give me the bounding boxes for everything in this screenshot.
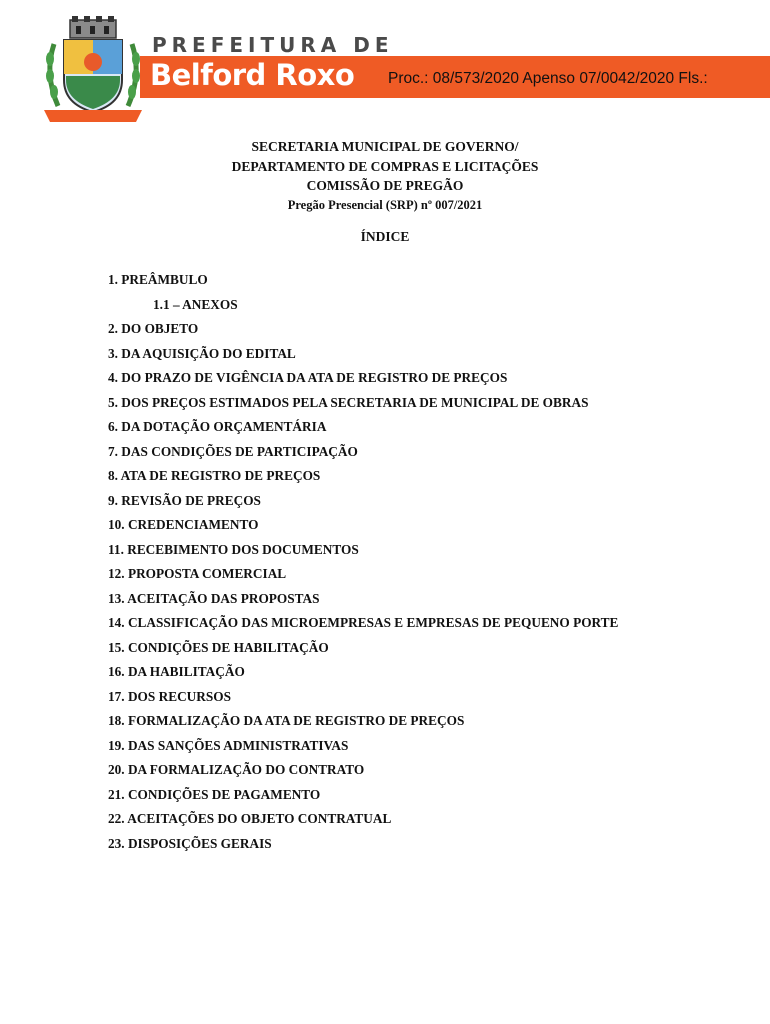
table-of-contents bbox=[108, 271, 618, 859]
toc-item: 12. PROPOSTA COMERCIAL bbox=[108, 566, 287, 581]
index-heading: ÍNDICE bbox=[360, 229, 410, 244]
toc-item: 16. DA HABILITAÇÃO bbox=[108, 664, 245, 679]
toc-item: 18. FORMALIZAÇÃO DA ATA DE REGISTRO DE PREÇOS bbox=[108, 713, 465, 728]
process-number: Proc.: 08/573/2020 Apenso 07/0042/2020 Fls.: bbox=[388, 70, 708, 87]
prefeitura-label: PREFEITURA DE bbox=[152, 33, 394, 57]
toc-item: 3. DA AQUISIÇÃO DO EDITAL bbox=[108, 345, 296, 361]
toc-item: 7. DAS CONDIÇÕES DE PARTICIPAÇÃO bbox=[108, 443, 358, 459]
toc-item: 1. PREÂMBULO bbox=[108, 272, 208, 287]
toc-item: 23. DISPOSIÇÕES GERAIS bbox=[108, 835, 272, 851]
title-line-pregao: Pregão Presencial (SRP) nº 007/2021 bbox=[287, 197, 483, 212]
document-title-block bbox=[0, 137, 770, 215]
toc-item: 10. CREDENCIAMENTO bbox=[108, 517, 259, 532]
coat-of-arms-icon bbox=[40, 14, 146, 126]
title-line-comissao: COMISSÃO DE PREGÃO bbox=[306, 178, 464, 193]
toc-item: 5. DOS PREÇOS ESTIMADOS PELA SECRETARIA DE MUNICIPAL DE OBRAS bbox=[108, 394, 589, 410]
toc-item: 14. CLASSIFICAÇÃO DAS MICROEMPRESAS E EMPRESAS DE PEQUENO PORTE bbox=[108, 615, 619, 630]
toc-item: 2. DO OBJETO bbox=[108, 321, 199, 336]
toc-item: 6. DA DOTAÇÃO ORÇAMENTÁRIA bbox=[108, 419, 327, 434]
toc-item: 22. ACEITAÇÕES DO OBJETO CONTRATUAL bbox=[108, 811, 392, 826]
toc-item: 13. ACEITAÇÃO DAS PROPOSTAS bbox=[108, 590, 320, 606]
toc-subitem: 1.1 – ANEXOS bbox=[153, 296, 238, 312]
title-line-departamento: DEPARTAMENTO DE COMPRAS E LICITAÇÕES bbox=[231, 158, 539, 174]
toc-item: 11. RECEBIMENTO DOS DOCUMENTOS bbox=[108, 541, 359, 557]
toc-item: 4. DO PRAZO DE VIGÊNCIA DA ATA DE REGISTRO DE PREÇOS bbox=[108, 370, 508, 385]
toc-item: 17. DOS RECURSOS bbox=[108, 688, 232, 704]
city-name: Belford Roxo bbox=[150, 58, 355, 92]
toc-item: 19. DAS SANÇÕES ADMINISTRATIVAS bbox=[108, 737, 349, 753]
letterhead bbox=[0, 0, 770, 130]
toc-item: 9. REVISÃO DE PREÇOS bbox=[108, 492, 261, 508]
title-line-secretaria: SECRETARIA MUNICIPAL DE GOVERNO/ bbox=[251, 139, 519, 154]
toc-item: 15. CONDIÇÕES DE HABILITAÇÃO bbox=[108, 639, 329, 655]
toc-item: 20. DA FORMALIZAÇÃO DO CONTRATO bbox=[108, 762, 365, 777]
toc-item: 8. ATA DE REGISTRO DE PREÇOS bbox=[108, 468, 321, 483]
toc-item: 21. CONDIÇÕES DE PAGAMENTO bbox=[108, 786, 321, 802]
